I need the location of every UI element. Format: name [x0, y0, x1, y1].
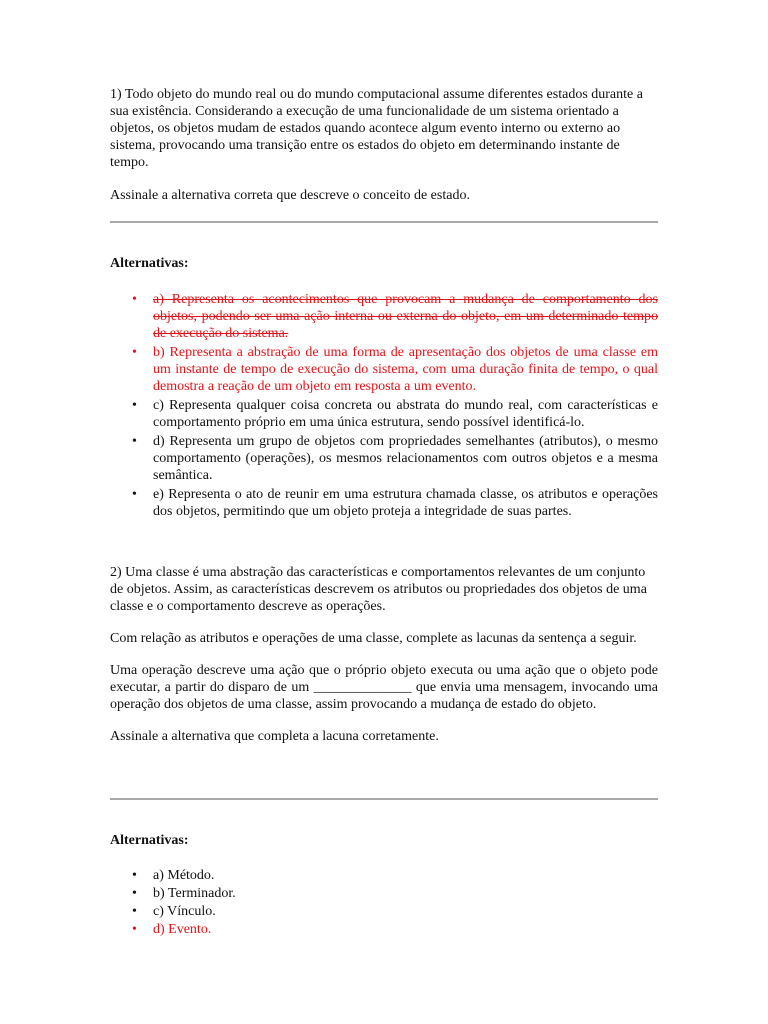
alternative-text: b) Representa a abstração de uma forma de apresentação dos objetos de uma classe em um instante de tempo de execução do sistema, com uma duração finita de tempo, o qual demostra a reação de um objeto em resposta a um evento. — [153, 345, 658, 394]
alternative-a[interactable] — [110, 867, 658, 884]
question-1-intro: 1) Todo objeto do mundo real ou do mundo computacional assume diferentes estados durante a sua existência. Considerando a execução de uma funcionalidade de um sistema orientado a objetos, os objetos mudam de estados quando acontece algum evento interno ou externo ao sistema, provocando uma transição entre os estados do objeto em determinando instante de tempo. — [110, 87, 643, 170]
alternative-text: a) Representa os acontecimentos que provocam a mudança de comportamento dos objetos, podendo ser uma ação interna ou externa do objeto, em um determinado tempo de execução do sistema. — [153, 292, 658, 341]
bullet-icon: • — [132, 868, 137, 883]
alternative-c[interactable] — [110, 397, 658, 431]
bullet-icon: • — [132, 345, 137, 360]
alternative-text: d) Representa um grupo de objetos com propriedades semelhantes (atributos), o mesmo comportamento (operações), os mesmos relacionamentos com outros objetos e a mesma semântica. — [153, 434, 658, 483]
alternative-d-correct[interactable] — [110, 921, 658, 938]
question-1-prompt: Assinale a alternativa correta que descreve o conceito de estado. — [110, 188, 470, 203]
divider-2 — [110, 798, 658, 800]
alternative-d[interactable] — [110, 433, 658, 484]
question-2-alternatives — [110, 867, 658, 939]
bullet-icon: • — [132, 292, 137, 307]
bullet-icon: • — [132, 922, 137, 937]
bullet-icon: • — [132, 487, 137, 502]
alternative-b-correct[interactable] — [110, 344, 658, 395]
alternative-text: e) Representa o ato de reunir em uma estrutura chamada classe, os atributos e operações dos objetos, permitindo que um objeto proteja a integridade de suas partes. — [153, 487, 658, 519]
question-1-alternatives-heading: Alternativas: — [110, 256, 189, 271]
question-2-alternatives-heading: Alternativas: — [110, 833, 189, 848]
alternative-text: c) Vínculo. — [153, 904, 216, 919]
alternative-c[interactable] — [110, 903, 658, 920]
question-2 — [110, 564, 658, 745]
bullet-icon: • — [132, 904, 137, 919]
question-1 — [110, 86, 658, 204]
question-2-prompt: Assinale a alternativa que completa a lacuna corretamente. — [110, 729, 439, 744]
bullet-icon: • — [132, 886, 137, 901]
alternative-text: b) Terminador. — [153, 886, 236, 901]
divider-1 — [110, 221, 658, 223]
alternative-e[interactable] — [110, 486, 658, 520]
bullet-icon: • — [132, 434, 137, 449]
alternative-a-struck[interactable] — [110, 291, 658, 342]
alternative-text: c) Representa qualquer coisa concreta ou abstrata do mundo real, com características e comportamento próprio em uma única estrutura, sendo possível identificá-lo. — [153, 398, 658, 430]
question-2-instruction: Com relação as atributos e operações de uma classe, complete as lacunas da sentença a seguir. — [110, 631, 637, 646]
question-1-alternatives — [110, 291, 658, 522]
alternative-text: d) Evento. — [153, 922, 212, 937]
question-2-intro: 2) Uma classe é uma abstração das características e comportamentos relevantes de um conjunto de objetos. Assim, as características descrevem os atributos ou propriedades dos objetos de uma classe e o comportamento descreve as operações. — [110, 565, 647, 614]
bullet-icon: • — [132, 398, 137, 413]
alternative-text: a) Método. — [153, 868, 215, 883]
alternative-b[interactable] — [110, 885, 658, 902]
question-2-sentence: Uma operação descreve uma ação que o próprio objeto executa ou uma ação que o objeto pode executar, a partir do disparo de um ______________ que envia uma mensagem, invocando uma operação dos objetos de uma classe, assim provocando a mudança de estado do objeto. — [110, 663, 658, 712]
